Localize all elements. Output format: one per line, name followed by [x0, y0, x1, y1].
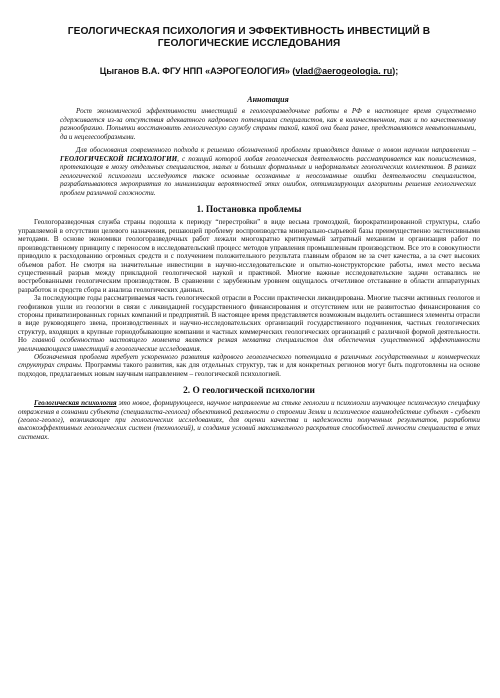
- section-1-p2-emphasis: главной особенностью настоящего момента является резкая нехватка специалистов для обеспечения существенной эффективности увеличивающихся инвестиций в геологические исследования.: [18, 336, 481, 353]
- author-tail: );: [392, 66, 399, 76]
- abstract-paragraph-1: Рост экономической эффективности инвестиций в геологоразведочные работы в РФ в настоящее время существенно сдерживается из-за отсутствия адекватного кадрового потенциала специалистов, как в количественном, так и по качественному разнообразию. Попытки восстановить геологическую службу страны такой, какой она была ранее, представляются невыполнимыми, да и нецелесообразными.: [60, 107, 476, 141]
- section-1-paragraph-2: [18, 294, 480, 353]
- abstract-p2-text-c: , с позиций которой любая геологическая деятельность рассматривается как полисистемная, протекающая в мозгу отдельных специалистов, малых и больших формальных и неформальных геологических коллективов. В рамках геологической психологии исследуются также основные осознанные и неосознанные ошибки деятельности специалистов, разрабатываются мероприятия по минимизации вероятностей этих ошибок, оптимизирующих алгоритмы решения геологических проблем различной сложности.: [60, 154, 476, 197]
- abstract-p2-text-a: Для обоснования современного подхода к решению обозначенной проблемы приводятся данные о новом научном направлении –: [76, 146, 476, 155]
- author-email-link[interactable]: vlad@aerogeologia. ru: [295, 66, 393, 76]
- section-2-term: Геологическая психология: [34, 399, 117, 408]
- section-2-paragraph-1: [18, 399, 480, 441]
- section-1-paragraph-3: [18, 353, 480, 378]
- abstract-p2-term: ГЕОЛОГИЧЕСКОЙ ПСИХОЛОГИИ: [60, 154, 178, 163]
- section-2-p1-text: это новое, формирующееся, научное направление на стыке геологии и психологии изучающее психическую специфику отражения в сознании субъекта (специалиста-геолога) объективной реальности о строении Земли и психическое взаимодействие субъект - субъект (геолог-геолог), возникающее при геологических исследованиях, для оценки качества и надежности полученных результатов, разработки высокоэффективных геологических систем (технологий), и создания условий максимального раскрытия способностей личности специалиста в этих системах.: [18, 399, 480, 441]
- abstract-paragraph-2: [60, 146, 476, 197]
- author-line: [18, 66, 480, 77]
- section-1: [18, 205, 480, 378]
- section-2-heading: 2. О геологической психологии: [183, 386, 315, 397]
- section-1-p3-emphasis: Обозначенная проблема требует ускоренного развития кадрового геологического потенциала в различных государственных и коммерческих структурах страны.: [18, 352, 480, 370]
- section-1-paragraph-1: Геологоразведочная служба страны подошла к периоду “перестройки” в виде весьма громоздкой, бюрократизированной структуры, слабо управляемой в отсутствии целевого назначения, решающей проблему воспроизводства минерально-сырьевой базы преимущественно экстенсивными методами. В основе экономики геологоразведочных работ лежали многократно критикуемый затратный механизм и организация работ по производственному принципу с переносом в исследовательский процесс методов управления промышленным производством. Все это в совокупности приводило к расходованию огромных средств и с получением положительного результата главным образом не за счет качества, а за счет высоких объемов работ. Не смотря на значительные инвестиции в научно-исследовательские и опытно-конструкторские работы, имел место весьма существенный разрыв между прикладной геологической наукой и практикой. Многие важные исследовательские задачи оставались не востребованными геологическим производством. В сравнении с зарубежным уровнем ощущалось отчетливое отставание в области аппаратурных разработок и средств сбора и анализа геологических данных.: [18, 218, 480, 294]
- paper-title: ГЕОЛОГИЧЕСКАЯ ПСИХОЛОГИЯ И ЭФФЕКТИВНОСТЬ ИНВЕСТИЦИЙ В ГЕОЛОГИЧЕСКИЕ ИССЛЕДОВАНИЯ: [67, 26, 431, 49]
- abstract-heading: Аннотация: [247, 95, 289, 104]
- section-2: [18, 386, 480, 441]
- section-1-p2-text: За последующие годы рассматриваемая часть геологической отрасли в России практически ликвидирована. Многие тысячи активных геологов и геофизиков ушли из геологии в связи с ликвидацией государственного финансирования и отсутствием или не развитостью финансирования со стороны приватизированных горных компаний и предприятий. В настоящее время представляется возможным выделить оставшиеся элементы отрасли в виде руководящего звена, производственных и научно-исследовательских организаций государственного подчинения, частных геологических структур, входящих в крупные горнодобывающие компании и частных коммерческих геологических организаций с различной формой деятельности. Но: [18, 294, 480, 345]
- section-1-heading: 1. Постановка проблемы: [196, 205, 302, 216]
- abstract: [18, 95, 480, 197]
- author-name: Цыганов В.А. ФГУ НПП «АЭРОГЕОЛОГИЯ» (: [99, 66, 296, 76]
- section-1-p3-text: Программы такого развития, как для отдельных структур, так и для конкретных регионов могут быть подготовлены на основе подходов, предлагаемых новым научным направлением – геологической психологией.: [18, 361, 480, 378]
